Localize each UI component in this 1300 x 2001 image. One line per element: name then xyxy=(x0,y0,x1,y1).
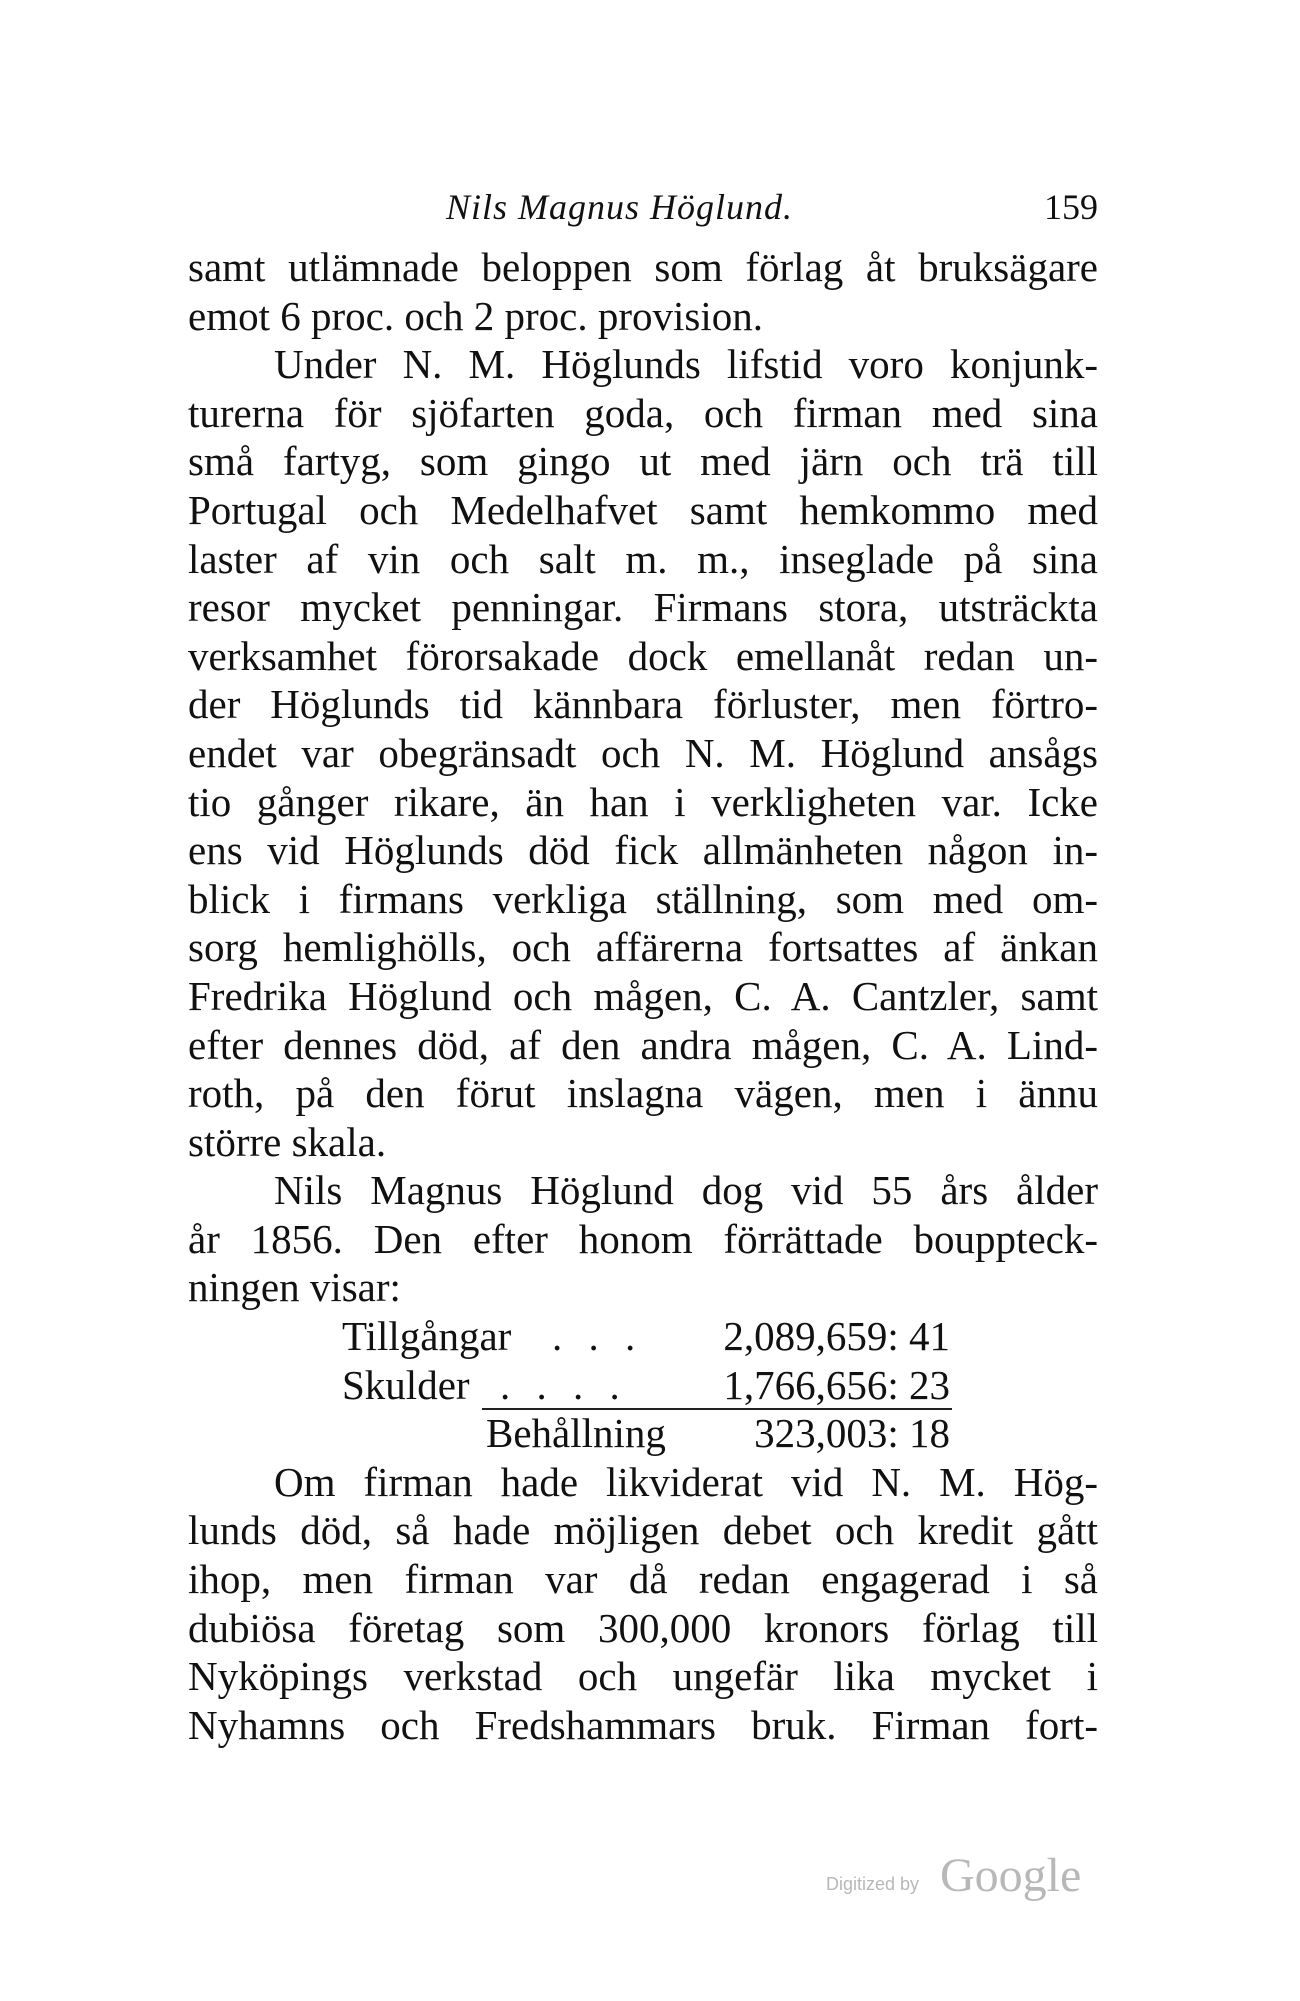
text-line: sorg hemlighölls, och affärerna fortsattes af änkan xyxy=(188,924,1098,971)
text-line: verksamhet förorsakade dock emellanåt redan un- xyxy=(188,632,1098,679)
google-wordmark: Google xyxy=(940,1849,1082,1902)
text-line: Under N. M. Höglunds lifstid voro konjunk- xyxy=(274,341,1098,388)
text-line: Nils Magnus Höglund dog vid 55 års ålder xyxy=(274,1167,1098,1214)
text-line: der Höglunds tid kännbara förluster, men förtro- xyxy=(188,681,1098,728)
text-line: resor mycket penningar. Firmans stora, utsträckta xyxy=(188,584,1098,631)
text-line: lunds död, så hade möjligen debet och kredit gått xyxy=(188,1507,1098,1554)
running-title: Nils Magnus Höglund. xyxy=(446,187,794,227)
text-line: Nyköpings verkstad och ungefär lika mycket i xyxy=(188,1653,1098,1700)
text-line: blick i firmans verkliga ställning, som med om- xyxy=(188,875,1098,922)
digitized-label: Digitized by xyxy=(826,1874,920,1894)
ledger-label: Skulder xyxy=(342,1361,470,1408)
digitization-watermark xyxy=(826,1848,1106,1908)
text-line: Nyhamns och Fredshammars bruk. Firman fort- xyxy=(188,1701,1098,1748)
text-line: roth, på den förut inslagna vägen, men i ännu xyxy=(188,1070,1098,1117)
ledger-total-amount: 323,003: 18 xyxy=(754,1410,950,1457)
text-line: efter dennes död, af den andra mågen, C. A. Lind- xyxy=(188,1021,1098,1068)
running-header xyxy=(188,186,1098,232)
ledger-amount: 2,089,659: 41 xyxy=(723,1313,950,1360)
ledger-dots: . . . . xyxy=(500,1361,628,1408)
text-line: Fredrika Höglund och mågen, C. A. Cantzler, samt xyxy=(188,972,1098,1019)
ledger-amount: 1,766,656: 23 xyxy=(723,1361,950,1408)
text-line: små fartyg, som gingo ut med järn och trä till xyxy=(188,438,1098,485)
ledger-row xyxy=(188,1312,1098,1361)
estate-ledger xyxy=(188,1312,1098,1458)
text-line: endet var obegränsadt och N. M. Höglund ansågs xyxy=(188,729,1098,776)
text-line: dubiösa företag som 300,000 kronors förlag till xyxy=(188,1604,1098,1651)
text-line: tio gånger rikare, än han i verkligheten var. Icke xyxy=(188,778,1098,825)
text-line: emot 6 proc. och 2 proc. provision. xyxy=(188,292,764,339)
text-line: turerna för sjöfarten goda, och firman med sina xyxy=(188,389,1098,436)
ledger-label: Tillgångar xyxy=(342,1313,512,1360)
ledger-total-row xyxy=(188,1409,1098,1458)
ledger-dots: . . . xyxy=(552,1313,644,1360)
ledger-row xyxy=(188,1361,1098,1410)
ledger-total-label: Behållning xyxy=(486,1410,666,1457)
text-line: ningen visar: xyxy=(188,1264,401,1311)
text-line: större skala. xyxy=(188,1118,387,1165)
text-line: samt utlämnade beloppen som förlag åt bruksägare xyxy=(188,244,1098,290)
body-text xyxy=(188,243,1098,1749)
text-line: Om firman hade likviderat vid N. M. Hög- xyxy=(274,1458,1098,1505)
text-line: ens vid Höglunds död fick allmänheten någon in- xyxy=(188,827,1098,874)
page-number: 159 xyxy=(1044,187,1098,227)
text-line: Portugal och Medelhafvet samt hemkommo med xyxy=(188,486,1098,533)
text-line: ihop, men firman var då redan engagerad i så xyxy=(188,1556,1098,1603)
text-line: laster af vin och salt m. m., inseglade på sina xyxy=(188,535,1098,582)
text-line: år 1856. Den efter honom förrättade bouppteck- xyxy=(188,1215,1098,1262)
